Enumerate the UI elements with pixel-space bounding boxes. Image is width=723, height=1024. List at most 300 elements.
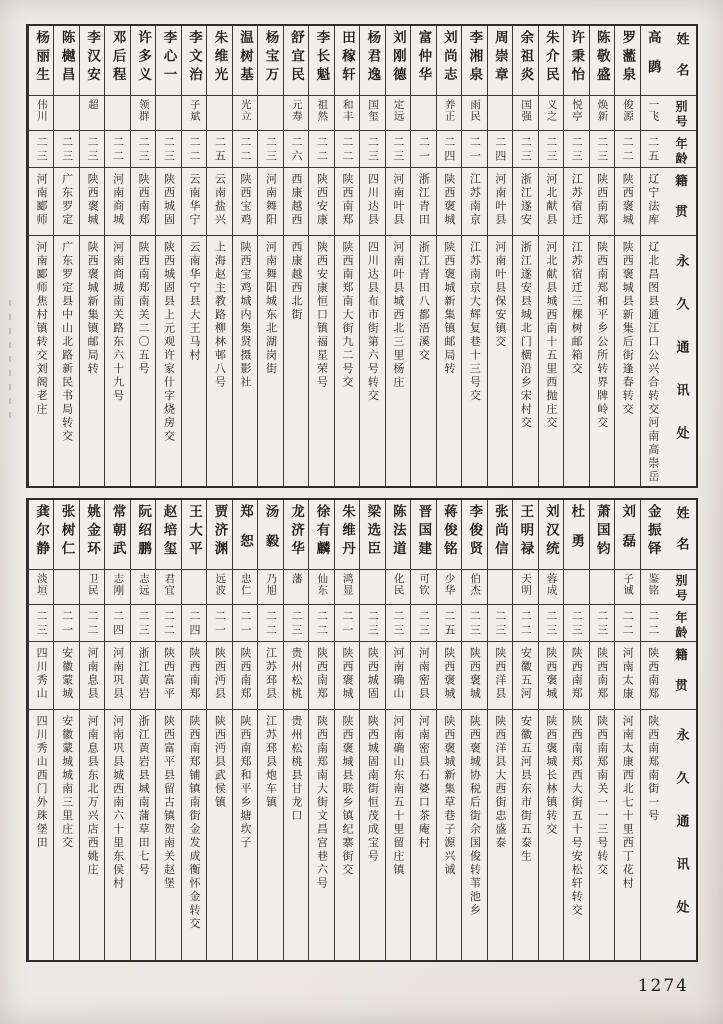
name-cell: 张树仁 xyxy=(54,500,78,570)
address-cell: 河南舞阳城东北湖岗街 xyxy=(264,241,278,376)
person-entry xyxy=(487,500,512,960)
address-cell: 上海赵主教路柳林邨八号 xyxy=(213,241,227,390)
name-cell: 朱介民 xyxy=(539,26,563,96)
name-cell: 王大平 xyxy=(182,500,206,570)
native-place-cell: 陕西褒城 xyxy=(335,642,359,710)
address-cell: 河南巩县城西南六十里东侯村 xyxy=(111,715,125,891)
native-place-cell: 云南盐兴 xyxy=(207,168,231,236)
age-cell: 二三 xyxy=(131,131,155,168)
native-place-cell: 西康越西 xyxy=(284,168,308,236)
column-header-age: 年龄 xyxy=(665,605,696,642)
person-entry xyxy=(155,26,180,486)
native-place-cell: 四川秀山 xyxy=(29,642,53,710)
native-place-cell: 陕西南郑 xyxy=(641,642,665,710)
alias-cell: 少华 xyxy=(437,570,461,605)
age-cell: 二三 xyxy=(80,131,104,168)
person-entry xyxy=(308,26,333,486)
person-entry xyxy=(79,500,104,960)
age-cell: 二三 xyxy=(386,605,410,642)
alias-cell: 悦亭 xyxy=(564,96,588,131)
age-cell: 二二 xyxy=(309,131,333,168)
name-cell: 阮绍鹏 xyxy=(131,500,155,570)
column-header-native: 籍贯 xyxy=(665,642,696,710)
age-cell: 二一 xyxy=(411,131,435,168)
alias-cell xyxy=(488,570,512,605)
alias-cell: 忠仁 xyxy=(233,570,257,605)
address-cell: 陕西南郑南关一一三号转交 xyxy=(595,715,609,877)
column-header-name: 姓名 xyxy=(665,500,696,570)
native-place-cell: 陕西褒城 xyxy=(80,168,104,236)
name-cell: 朱维光 xyxy=(207,26,231,96)
alias-cell: 可钦 xyxy=(411,570,435,605)
age-cell: 二一 xyxy=(335,605,359,642)
person-entry xyxy=(563,500,588,960)
person-entry xyxy=(512,26,537,486)
page-number: 1274 xyxy=(637,976,689,996)
native-place-cell: 陕西洋县 xyxy=(488,642,512,710)
native-place-cell: 河南叶县 xyxy=(386,168,410,236)
person-entry xyxy=(181,500,206,960)
alias-cell: 伯杰 xyxy=(462,570,486,605)
address-cell: 陕西褒城长林镇转交 xyxy=(544,715,558,837)
address-cell: 陕西南郑南街一号 xyxy=(646,715,660,823)
name-cell: 杜勇 xyxy=(564,500,588,570)
native-place-cell: 陕西南郑 xyxy=(131,168,155,236)
person-entry xyxy=(104,500,129,960)
native-place-cell: 陕西褒城 xyxy=(615,168,639,236)
alias-cell: 义之 xyxy=(539,96,563,131)
alias-cell: 志刚 xyxy=(105,570,129,605)
address-cell: 江苏邳县炮车镇 xyxy=(264,715,278,810)
address-cell: 浙江黄岩县城南蒲草田七号 xyxy=(137,715,151,877)
native-place-cell: 河南商城 xyxy=(105,168,129,236)
age-cell: 二一 xyxy=(207,605,231,642)
address-cell: 西康越西北街 xyxy=(289,241,303,322)
native-place-cell: 辽宁法库 xyxy=(641,168,665,236)
alias-cell: 子斌 xyxy=(182,96,206,131)
age-cell: 二三 xyxy=(513,131,537,168)
native-place-cell: 浙江青田 xyxy=(411,168,435,236)
alias-cell: 一飞 xyxy=(641,96,665,131)
alias-cell: 藩 xyxy=(284,570,308,605)
alias-cell: 和丰 xyxy=(335,96,359,131)
native-place-cell: 安徽五河 xyxy=(513,642,537,710)
person-entry xyxy=(130,500,155,960)
name-cell: 杨宝万 xyxy=(258,26,282,96)
alias-cell: 志远 xyxy=(131,570,155,605)
native-place-cell: 陕西南郑 xyxy=(309,642,333,710)
address-cell: 陕西南郑和平乡塘坎子 xyxy=(239,715,252,850)
alias-cell xyxy=(207,96,231,131)
header-column xyxy=(665,500,696,960)
address-cell: 安徽蒙城城南三里庄交 xyxy=(60,715,74,850)
age-cell: 二二 xyxy=(513,605,537,642)
name-cell: 梁选臣 xyxy=(360,500,384,570)
age-cell: 二二 xyxy=(105,131,129,168)
address-cell: 陕西南郑南关二〇五号 xyxy=(137,241,151,376)
address-cell: 江苏宿迁三棵树邮箱交 xyxy=(570,241,584,376)
age-cell: 二三 xyxy=(54,131,78,168)
native-place-cell: 陕西城固 xyxy=(360,642,384,710)
age-cell: 二三 xyxy=(590,131,614,168)
name-cell: 许多义 xyxy=(131,26,155,96)
name-cell: 周崇章 xyxy=(488,26,512,96)
address-cell: 浙江遂安县城北门横沿乡宋村交 xyxy=(519,241,533,430)
directory-table-bottom xyxy=(26,498,698,962)
alias-cell: 光立 xyxy=(233,96,257,131)
person-entry xyxy=(155,500,180,960)
address-cell: 河南商城南关路东六十九号 xyxy=(111,241,125,403)
name-cell: 陈樾昌 xyxy=(54,26,78,96)
column-header-address: 永久通讯处 xyxy=(673,727,689,943)
address-cell: 河北献县城西南十五里西抛庄交 xyxy=(544,241,558,430)
person-entry xyxy=(334,500,359,960)
address-cell: 河南息县东北万兴店西姚庄 xyxy=(86,715,100,877)
address-cell: 河南太康西北七十里西丁花村 xyxy=(621,715,635,891)
alias-cell: 卫民 xyxy=(80,570,104,605)
alias-cell: 蓉成 xyxy=(539,570,563,605)
name-cell: 汤毅 xyxy=(258,500,282,570)
alias-cell xyxy=(105,96,129,131)
native-place-cell: 河南密县 xyxy=(411,642,435,710)
address-cell: 陕西城固县上元观许家什字烧房交 xyxy=(162,241,176,444)
native-place-cell: 河南巩县 xyxy=(105,642,129,710)
person-entry xyxy=(283,500,308,960)
person-entry xyxy=(130,26,155,486)
age-cell: 二四 xyxy=(182,605,206,642)
age-cell: 二三 xyxy=(360,605,384,642)
native-place-cell: 河南确山 xyxy=(386,642,410,710)
address-cell: 河南确山东南五十里留庄镇 xyxy=(391,715,405,877)
person-entry xyxy=(257,500,282,960)
name-cell: 李俊贤 xyxy=(462,500,486,570)
alias-cell: 远波 xyxy=(207,570,231,605)
name-cell: 李文治 xyxy=(182,26,206,96)
address-cell: 陕西南郑西大街五十号安松轩转交 xyxy=(570,715,584,918)
person-entry xyxy=(410,26,435,486)
age-cell: 二二 xyxy=(156,605,180,642)
address-cell: 浙江青田八都浯溪交 xyxy=(417,241,431,363)
alias-cell: 养正 xyxy=(437,96,461,131)
age-cell: 二三 xyxy=(590,605,614,642)
age-cell: 二四 xyxy=(488,131,512,168)
native-place-cell: 陕西安康 xyxy=(309,168,333,236)
person-entry xyxy=(589,26,614,486)
native-place-cell: 江苏南京 xyxy=(462,168,486,236)
name-cell: 龚尔静 xyxy=(29,500,53,570)
name-cell: 金振铎 xyxy=(641,500,665,570)
alias-cell: 伟川 xyxy=(29,96,53,131)
age-cell: 二一 xyxy=(54,605,78,642)
address-cell: 陕西富平县留古镇贺南关赵堡 xyxy=(162,715,176,891)
native-place-cell: 河南郾师 xyxy=(29,168,53,236)
alias-cell xyxy=(590,570,614,605)
name-cell: 富仲华 xyxy=(411,26,435,96)
person-entry xyxy=(640,26,665,486)
alias-cell: 化民 xyxy=(386,570,410,605)
address-cell: 陕西褒城协税后街余国俊转苇池乡 xyxy=(468,715,482,918)
name-cell: 杨君逸 xyxy=(360,26,384,96)
name-cell: 朱维丹 xyxy=(335,500,359,570)
person-entry xyxy=(308,500,333,960)
age-cell: 二二 xyxy=(182,131,206,168)
age-cell: 二一 xyxy=(462,131,486,168)
name-cell: 李心一 xyxy=(156,26,180,96)
age-cell: 二四 xyxy=(437,131,461,168)
alias-cell xyxy=(182,570,206,605)
person-entry xyxy=(206,26,231,486)
alias-cell xyxy=(564,570,588,605)
age-cell: 二三 xyxy=(284,605,308,642)
alias-cell: 雨民 xyxy=(462,96,486,131)
alias-cell xyxy=(488,96,512,131)
address-cell: 陕西安康恒口镇福星荣号 xyxy=(315,241,329,390)
age-cell: 二三 xyxy=(131,605,155,642)
scan-artifact xyxy=(9,300,11,420)
name-cell: 田稼轩 xyxy=(335,26,359,96)
name-cell: 刘汉统 xyxy=(539,500,563,570)
person-entry xyxy=(232,500,257,960)
address-cell: 陕西南郑南大街九二号交 xyxy=(340,241,354,390)
address-cell: 河南叶县城西北三里杨庄 xyxy=(391,241,405,390)
age-cell: 二二 xyxy=(641,605,665,642)
person-entry xyxy=(385,26,410,486)
age-cell: 二三 xyxy=(462,605,486,642)
name-cell: 郑恕 xyxy=(233,500,257,570)
person-entry xyxy=(614,500,639,960)
name-cell: 李汉安 xyxy=(80,26,104,96)
age-cell: 二一 xyxy=(233,605,257,642)
person-entry xyxy=(28,500,53,960)
alias-cell xyxy=(54,96,78,131)
alias-cell: 焕新 xyxy=(590,96,614,131)
address-cell: 陕西宝鸡城内集贤摄影社 xyxy=(239,241,252,390)
native-place-cell: 陕西富平 xyxy=(156,642,180,710)
age-cell: 二四 xyxy=(105,605,129,642)
name-cell: 姚金环 xyxy=(80,500,104,570)
alias-cell xyxy=(156,96,180,131)
age-cell: 二三 xyxy=(29,131,53,168)
alias-cell: 祖然 xyxy=(309,96,333,131)
alias-cell xyxy=(54,570,78,605)
age-cell: 二三 xyxy=(488,605,512,642)
person-entry xyxy=(512,500,537,960)
age-cell: 二二 xyxy=(309,605,333,642)
alias-cell xyxy=(360,570,384,605)
address-cell: 河南叶县保安镇交 xyxy=(493,241,507,349)
native-place-cell: 陕西褒城 xyxy=(462,642,486,710)
column-header-name: 姓名 xyxy=(665,26,696,96)
name-cell: 贾济渊 xyxy=(207,500,231,570)
alias-cell: 淡垣 xyxy=(29,570,53,605)
native-place-cell: 浙江黄岩 xyxy=(131,642,155,710)
age-cell: 二三 xyxy=(258,131,282,168)
native-place-cell: 陕西宝鸡 xyxy=(233,168,257,236)
name-cell: 陈法道 xyxy=(386,500,410,570)
name-cell: 许秉怡 xyxy=(564,26,588,96)
name-cell: 晋国建 xyxy=(411,500,435,570)
name-cell: 高鹍 xyxy=(641,26,665,96)
name-cell: 温树基 xyxy=(233,26,257,96)
name-cell: 余祖炎 xyxy=(513,26,537,96)
name-cell: 萧国钧 xyxy=(590,500,614,570)
address-cell: 四川达县布市街第六号转交 xyxy=(366,241,380,403)
alias-cell: 君宜 xyxy=(156,570,180,605)
age-cell: 二二 xyxy=(233,131,257,168)
header-column xyxy=(665,26,696,486)
person-entry xyxy=(614,26,639,486)
alias-cell: 鉴铭 xyxy=(641,570,665,605)
age-cell: 二五 xyxy=(641,131,665,168)
age-cell: 二三 xyxy=(29,605,53,642)
person-entry xyxy=(257,26,282,486)
person-entry xyxy=(79,26,104,486)
native-place-cell: 陕西城固 xyxy=(156,168,180,236)
native-place-cell: 陕西南郑 xyxy=(590,168,614,236)
native-place-cell: 河南舞阳 xyxy=(258,168,282,236)
age-cell: 二三 xyxy=(386,131,410,168)
address-cell: 陕西沔县武侯镇 xyxy=(213,715,227,810)
alias-cell: 领群 xyxy=(131,96,155,131)
person-entry xyxy=(104,26,129,486)
name-cell: 李长魁 xyxy=(309,26,333,96)
directory-table-top xyxy=(26,24,698,488)
alias-cell: 超 xyxy=(80,96,104,131)
address-cell: 陕西洋县大西街忠盛泰 xyxy=(493,715,507,850)
native-place-cell: 陕西南郑 xyxy=(233,642,257,710)
age-cell: 二三 xyxy=(360,131,384,168)
age-cell: 二二 xyxy=(615,605,639,642)
age-cell: 二二 xyxy=(80,605,104,642)
person-entry xyxy=(283,26,308,486)
age-cell: 二三 xyxy=(539,131,563,168)
native-place-cell: 浙江遂安 xyxy=(513,168,537,236)
name-cell: 刘尚志 xyxy=(437,26,461,96)
person-entry xyxy=(436,26,461,486)
name-cell: 龙济华 xyxy=(284,500,308,570)
native-place-cell: 陕西南郑 xyxy=(564,642,588,710)
name-cell: 赵培玺 xyxy=(156,500,180,570)
native-place-cell: 陕西沔县 xyxy=(207,642,231,710)
name-cell: 邓后程 xyxy=(105,26,129,96)
person-entry xyxy=(28,26,53,486)
alias-cell: 俊源 xyxy=(615,96,639,131)
name-cell: 陈敬盛 xyxy=(590,26,614,96)
name-cell: 徐有麟 xyxy=(309,500,333,570)
native-place-cell: 河南太康 xyxy=(615,642,639,710)
native-place-cell: 陕西褒城 xyxy=(437,168,461,236)
native-place-cell: 河南叶县 xyxy=(488,168,512,236)
person-entry xyxy=(232,26,257,486)
address-cell: 广东罗定县中山北路新民书局转交 xyxy=(60,241,74,444)
alias-cell: 乃旭 xyxy=(258,570,282,605)
address-cell: 陕西褒城县新集后街逢春转交 xyxy=(621,241,635,417)
age-cell: 二三 xyxy=(156,131,180,168)
address-cell: 贵州松桃县甘龙口 xyxy=(289,715,303,823)
address-cell: 陕西城固南街恒茂成宝号 xyxy=(366,715,380,864)
native-place-cell: 江苏邳县 xyxy=(258,642,282,710)
native-place-cell: 江苏宿迁 xyxy=(564,168,588,236)
name-cell: 李湘泉 xyxy=(462,26,486,96)
person-entry xyxy=(436,500,461,960)
address-cell: 陕西褒城新集草巷子源兴诚 xyxy=(442,715,456,877)
name-cell: 杨丽生 xyxy=(29,26,53,96)
person-entry xyxy=(538,26,563,486)
alias-cell: 国强 xyxy=(513,96,537,131)
person-entry xyxy=(538,500,563,960)
native-place-cell: 河南息县 xyxy=(80,642,104,710)
name-cell: 舒宜民 xyxy=(284,26,308,96)
alias-cell: 仙东 xyxy=(309,570,333,605)
person-entry xyxy=(461,26,486,486)
alias-cell: 天明 xyxy=(513,570,537,605)
age-cell: 二三 xyxy=(411,605,435,642)
native-place-cell: 陕西褒城 xyxy=(539,642,563,710)
address-cell: 江苏南京大辉复巷十三号交 xyxy=(468,241,482,403)
person-entry xyxy=(181,26,206,486)
native-place-cell: 广东罗定 xyxy=(54,168,78,236)
age-cell: 二五 xyxy=(207,131,231,168)
column-header-address: 永久通讯处 xyxy=(673,253,689,469)
age-cell: 二三 xyxy=(564,131,588,168)
age-cell: 二三 xyxy=(564,605,588,642)
native-place-cell: 陕西南郑 xyxy=(590,642,614,710)
alias-cell: 国玺 xyxy=(360,96,384,131)
age-cell: 二六 xyxy=(284,131,308,168)
address-cell: 陕西褒城新集镇邮局转 xyxy=(86,241,100,376)
address-cell: 陕西褒城县联乡镇纪寨街交 xyxy=(340,715,354,877)
native-place-cell: 云南华宁 xyxy=(182,168,206,236)
address-cell: 陕西南郑和平乡公所转界牌岭交 xyxy=(595,241,609,430)
address-cell: 陕西南郑铺镇南街金发成衡怀金转交 xyxy=(188,715,202,931)
native-place-cell: 陕西南郑 xyxy=(335,168,359,236)
alias-cell xyxy=(258,96,282,131)
age-cell: 二二 xyxy=(615,131,639,168)
native-place-cell: 陕西南郑 xyxy=(182,642,206,710)
age-cell: 二二 xyxy=(335,131,359,168)
native-place-cell: 四川达县 xyxy=(360,168,384,236)
name-cell: 蒋俊铭 xyxy=(437,500,461,570)
person-entry xyxy=(206,500,231,960)
person-entry xyxy=(53,500,78,960)
person-entry xyxy=(461,500,486,960)
native-place-cell: 贵州松桃 xyxy=(284,642,308,710)
alias-cell: 子诚 xyxy=(615,570,639,605)
alias-cell: 鸿显 xyxy=(335,570,359,605)
column-header-native: 籍贯 xyxy=(665,168,696,236)
person-entry xyxy=(640,500,665,960)
age-cell: 二五 xyxy=(437,605,461,642)
address-cell: 四川秀山西门外珠堡田 xyxy=(35,715,49,850)
address-cell: 河南密县石婆口茶庵村 xyxy=(417,715,431,850)
person-entry xyxy=(385,500,410,960)
name-cell: 刘磊 xyxy=(615,500,639,570)
alias-cell: 定远 xyxy=(386,96,410,131)
column-header-age: 年龄 xyxy=(665,131,696,168)
address-cell: 河南郾师焦村镇转交刘阁老庄 xyxy=(35,241,49,417)
person-entry xyxy=(53,26,78,486)
name-cell: 罗蘫泉 xyxy=(615,26,639,96)
native-place-cell: 陕西褒城 xyxy=(437,642,461,710)
age-cell: 二二 xyxy=(258,605,282,642)
person-entry xyxy=(487,26,512,486)
address-cell: 陕西褒城新集镇邮局转 xyxy=(442,241,456,376)
person-entry xyxy=(334,26,359,486)
native-place-cell: 安徽蒙城 xyxy=(54,642,78,710)
alias-cell xyxy=(411,96,435,131)
address-cell: 陕西南郑南大街文昌宫巷六号 xyxy=(315,715,329,891)
age-cell: 二三 xyxy=(539,605,563,642)
